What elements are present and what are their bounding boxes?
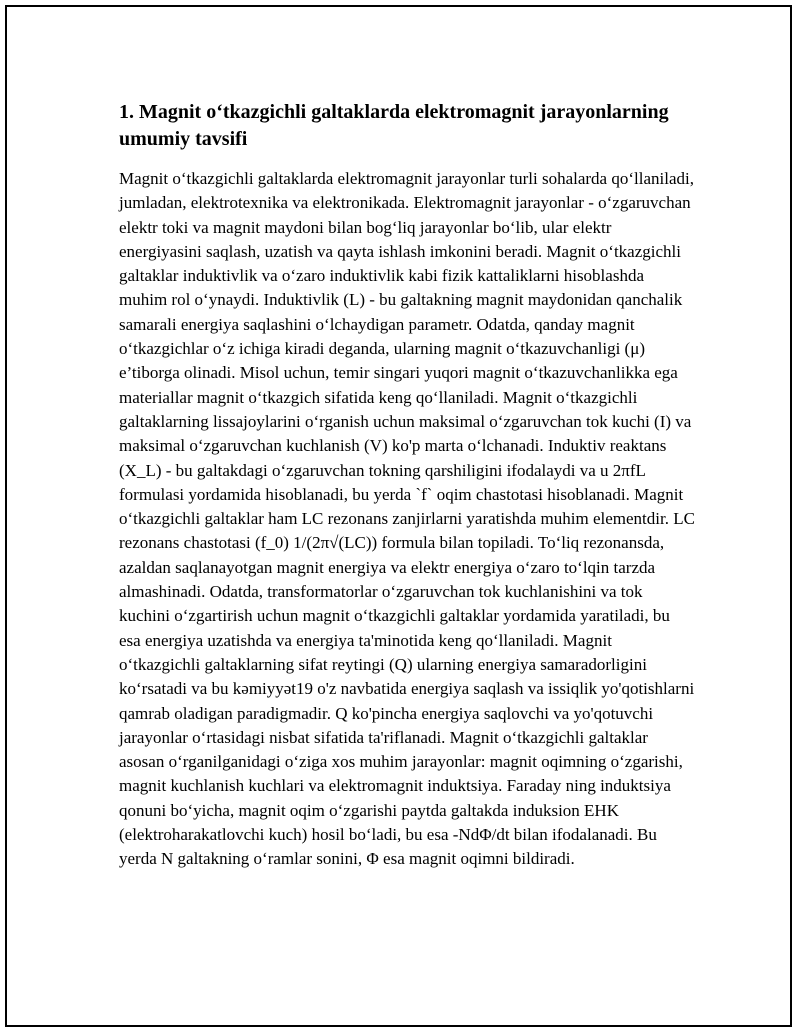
section-content	[119, 99, 695, 872]
section-body-paragraph: Magnit oʻtkazgichli galtaklarda elektromagnit jarayonlar turli sohalarda qoʻllaniladi, jumladan, elektrotexnika va elektronikada. Elektromagnit jarayonlar - oʻzgaruvchan elektr toki va magnit maydoni bilan bogʻliq jarayonlar boʻlib, ular elektr energiyasini saqlash, uzatish va qayta ishlash imkonini beradi. Magnit oʻtkazgichli galtaklar induktivlik va oʻzaro induktivlik kabi fizik kattaliklarni hisoblashda muhim rol oʻynaydi. Induktivlik (L) - bu galtakning magnit maydonidan qanchalik samarali energiya saqlashini oʻlchaydigan parametr. Odatda, qanday magnit oʻtkazgichlar oʻz ichiga kiradi deganda, ularning magnit oʻtkazuvchanligi (μ) e’tiborga olinadi. Misol uchun, temir singari yuqori magnit oʻtkazuvchanlikka ega materiallar magnit oʻtkazgich sifatida keng qoʻllaniladi. Magnit oʻtkazgichli galtaklarning lissajoylarini oʻrganish uchun maksimal oʻzgaruvchan tok kuchi (I) va maksimal oʻzgaruvchan kuchlanish (V) ko'p marta oʻlchanadi. Induktiv reaktans (X_L) - bu galtakdagi oʻzgaruvchan tokning qarshiligini ifodalaydi va u 2πfL formulasi yordamida hisoblanadi, bu yerda `f` oqim chastotasi hisoblanadi. Magnit oʻtkazgichli galtaklar ham LC rezonans zanjirlarni yaratishda muhim elementdir. LC rezonans chastotasi (f_0) 1/(2π√(LC)) formula bilan topiladi. Toʻliq rezonansda, azaldan saqlanayotgan magnit energiya va elektr energiya oʻzaro toʻlqin tarzda almashinadi. Odatda, transformatorlar oʻzgaruvchan tok kuchlanishini va tok kuchini oʻzgartirish uchun magnit oʻtkazgichli galtaklar yordamida yaratiladi, bu esa energiya uzatishda va energiya ta'minotida keng qoʻllaniladi. Magnit oʻtkazgichli galtaklarning sifat reytingi (Q) ularning energiya samaradorligini koʻrsatadi va bu kəmiyyət19 o'z navbatida energiya saqlash va issiqlik yo'qotishlarni qamrab oladigan paradigmadir. Q ko'pincha energiya saqlovchi va yo'qotuvchi jarayonlar oʻrtasidagi nisbat sifatida ta'riflanadi. Magnit oʻtkazgichli galtaklar asosan oʻrganilganidagi oʻziga xos muhim jarayonlar: magnit oqimning oʻzgarishi, magnit kuchlanish kuchlari va elektromagnit induktsiya. Faraday ning induktsiya qonuni boʻyicha, magnit oqim oʻzgarishi paytda galtakda induksion EHK (elektroharakatlovchi kuch) hosil boʻladi, bu esa -NdΦ/dt bilan ifodalanadi. Bu yerda N galtakning oʻramlar sonini, Φ esa magnit oqimni bildiradi.	[119, 169, 695, 869]
section-title: 1. Magnit oʻtkazgichli galtaklarda elektromagnit jarayonlarning umumiy tavsifi	[119, 101, 669, 150]
document-page	[5, 5, 792, 1027]
